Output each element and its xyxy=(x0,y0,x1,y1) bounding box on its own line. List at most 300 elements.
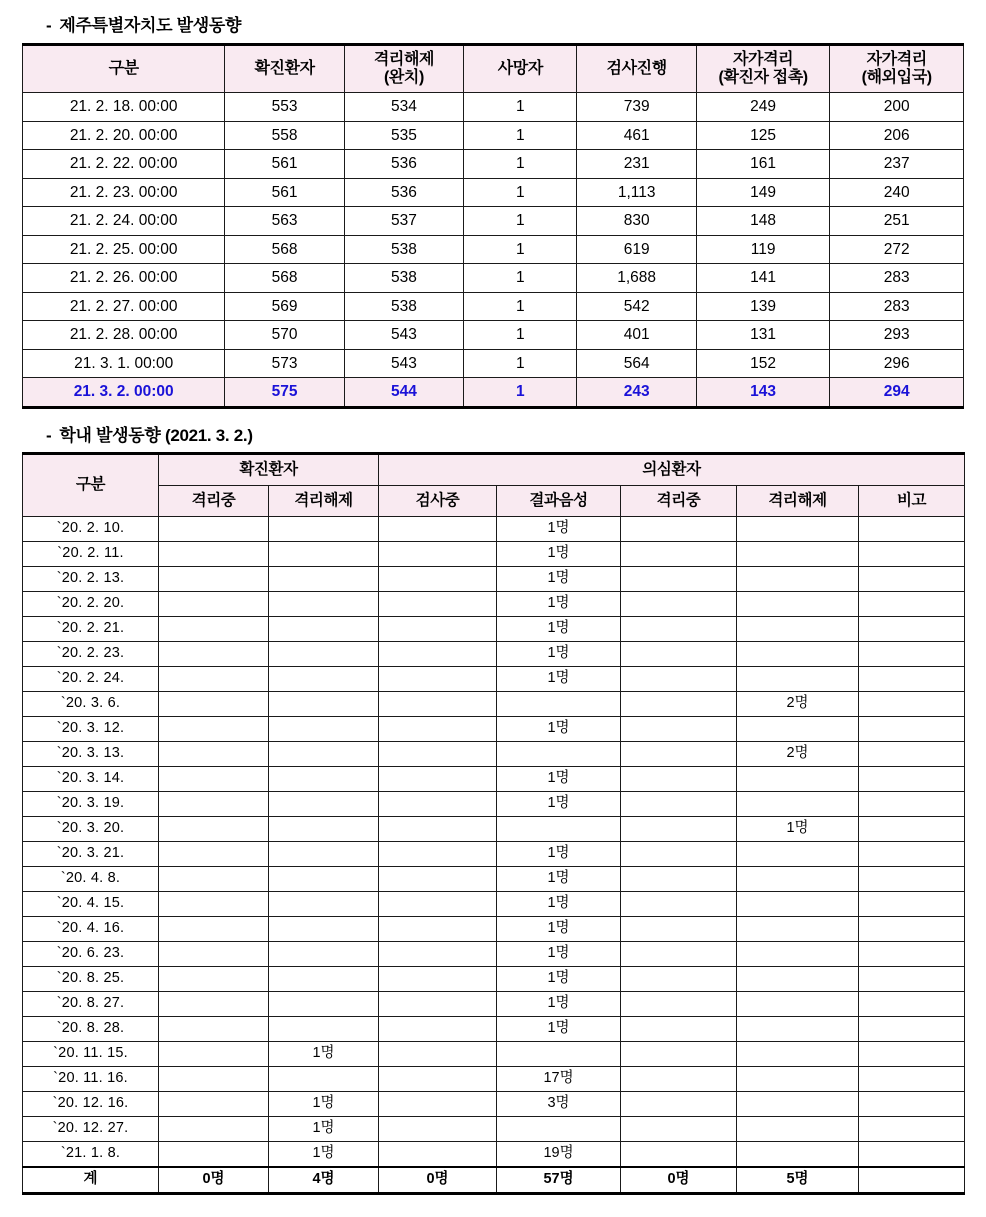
school-cell-remark xyxy=(859,1041,965,1066)
school-cell-date: `20. 4. 16. xyxy=(23,916,159,941)
jeju-cell-selfq-contact: 152 xyxy=(696,349,830,378)
school-cell-confirmed-isolating xyxy=(159,566,269,591)
school-cell-suspect-released xyxy=(737,766,859,791)
table-row xyxy=(23,1066,965,1091)
school-cell-remark xyxy=(859,791,965,816)
table-row xyxy=(23,207,964,236)
school-th-suspect-released: 격리해제 xyxy=(737,485,859,516)
school-cell-remark xyxy=(859,591,965,616)
jeju-cell-testing: 564 xyxy=(577,349,696,378)
school-th-confirmed-group: 확진환자 xyxy=(159,453,379,485)
school-cell-suspect-testing xyxy=(379,516,497,541)
school-trend-table xyxy=(22,452,965,1195)
school-cell-suspect-released xyxy=(737,916,859,941)
jeju-cell-deaths: 1 xyxy=(464,93,577,122)
table-row xyxy=(23,516,965,541)
school-cell-suspect-isolating xyxy=(621,916,737,941)
school-cell-suspect-released xyxy=(737,891,859,916)
school-section-title xyxy=(22,409,964,452)
school-total-row xyxy=(23,1167,965,1194)
jeju-cell-deaths: 1 xyxy=(464,378,577,408)
jeju-cell-testing: 619 xyxy=(577,235,696,264)
school-total-remark xyxy=(859,1167,965,1194)
school-cell-suspect-isolating xyxy=(621,1016,737,1041)
school-cell-suspect-negative: 1명 xyxy=(497,516,621,541)
jeju-cell-testing: 1,688 xyxy=(577,264,696,293)
school-cell-suspect-isolating xyxy=(621,691,737,716)
school-total-confirmed-isolating: 0명 xyxy=(159,1167,269,1194)
table-row xyxy=(23,566,965,591)
school-cell-confirmed-isolating xyxy=(159,1016,269,1041)
school-th-confirmed-isolating: 격리중 xyxy=(159,485,269,516)
jeju-cell-testing: 401 xyxy=(577,321,696,350)
table-row xyxy=(23,292,964,321)
school-cell-confirmed-released xyxy=(269,916,379,941)
school-cell-suspect-negative xyxy=(497,816,621,841)
school-cell-date: `20. 2. 21. xyxy=(23,616,159,641)
school-cell-suspect-testing xyxy=(379,666,497,691)
school-cell-date: `20. 2. 24. xyxy=(23,666,159,691)
school-cell-date: `20. 4. 15. xyxy=(23,891,159,916)
jeju-cell-deaths: 1 xyxy=(464,292,577,321)
jeju-cell-deaths: 1 xyxy=(464,264,577,293)
school-cell-suspect-negative: 1명 xyxy=(497,966,621,991)
school-cell-suspect-testing xyxy=(379,591,497,616)
jeju-cell-selfq-contact: 139 xyxy=(696,292,830,321)
school-cell-confirmed-isolating xyxy=(159,716,269,741)
jeju-th-selfq-contact-line1: 자가격리 xyxy=(733,51,794,69)
school-cell-suspect-released xyxy=(737,1116,859,1141)
table-row xyxy=(23,616,965,641)
jeju-cell-released: 535 xyxy=(344,121,463,150)
jeju-cell-confirmed: 553 xyxy=(225,93,344,122)
jeju-cell-released: 537 xyxy=(344,207,463,236)
jeju-cell-deaths: 1 xyxy=(464,150,577,179)
school-cell-suspect-released xyxy=(737,966,859,991)
jeju-th-confirmed: 확진환자 xyxy=(225,45,344,93)
school-cell-remark xyxy=(859,816,965,841)
school-cell-remark xyxy=(859,1066,965,1091)
school-cell-suspect-negative xyxy=(497,741,621,766)
jeju-cell-released: 544 xyxy=(344,378,463,408)
table-row xyxy=(23,321,964,350)
school-cell-suspect-testing xyxy=(379,791,497,816)
school-cell-remark xyxy=(859,891,965,916)
jeju-th-released-line2: (완치) xyxy=(383,69,424,86)
jeju-cell-date: 21. 2. 20. 00:00 xyxy=(23,121,225,150)
school-cell-suspect-negative xyxy=(497,1041,621,1066)
jeju-cell-deaths: 1 xyxy=(464,321,577,350)
school-title-text: 학내 발생동향 (2021. 3. 2.) xyxy=(59,425,253,445)
jeju-section-title xyxy=(22,0,964,43)
table-row xyxy=(23,1041,965,1066)
jeju-th-released xyxy=(344,45,463,93)
school-cell-suspect-negative: 1명 xyxy=(497,891,621,916)
school-cell-suspect-isolating xyxy=(621,1091,737,1116)
school-cell-suspect-isolating xyxy=(621,816,737,841)
school-cell-suspect-isolating xyxy=(621,866,737,891)
school-cell-confirmed-isolating xyxy=(159,1066,269,1091)
jeju-cell-selfq-overseas: 296 xyxy=(830,349,964,378)
school-cell-remark xyxy=(859,941,965,966)
school-cell-confirmed-released xyxy=(269,516,379,541)
table-row xyxy=(23,791,965,816)
school-cell-confirmed-released: 1명 xyxy=(269,1091,379,1116)
school-cell-suspect-negative: 1명 xyxy=(497,541,621,566)
school-cell-confirmed-isolating xyxy=(159,816,269,841)
table-row xyxy=(23,235,964,264)
jeju-cell-selfq-overseas: 240 xyxy=(830,178,964,207)
school-cell-confirmed-isolating xyxy=(159,841,269,866)
school-cell-suspect-isolating xyxy=(621,516,737,541)
school-cell-suspect-testing xyxy=(379,1066,497,1091)
school-cell-confirmed-released: 1명 xyxy=(269,1141,379,1167)
school-cell-suspect-isolating xyxy=(621,1116,737,1141)
school-total-suspect-isolating: 0명 xyxy=(621,1167,737,1194)
school-header-row-1 xyxy=(23,453,965,485)
jeju-cell-selfq-contact: 249 xyxy=(696,93,830,122)
school-cell-suspect-isolating xyxy=(621,766,737,791)
school-cell-suspect-testing xyxy=(379,716,497,741)
school-cell-confirmed-isolating xyxy=(159,641,269,666)
school-cell-confirmed-isolating xyxy=(159,866,269,891)
table-row xyxy=(23,991,965,1016)
school-cell-confirmed-released: 1명 xyxy=(269,1041,379,1066)
school-cell-suspect-testing xyxy=(379,866,497,891)
school-cell-suspect-negative: 1명 xyxy=(497,1016,621,1041)
jeju-cell-selfq-contact: 119 xyxy=(696,235,830,264)
jeju-cell-date: 21. 3. 1. 00:00 xyxy=(23,349,225,378)
school-cell-suspect-isolating xyxy=(621,941,737,966)
school-cell-suspect-isolating xyxy=(621,716,737,741)
jeju-cell-selfq-contact: 149 xyxy=(696,178,830,207)
school-cell-suspect-released xyxy=(737,1066,859,1091)
jeju-cell-confirmed: 563 xyxy=(225,207,344,236)
school-cell-confirmed-isolating xyxy=(159,541,269,566)
school-cell-confirmed-released xyxy=(269,966,379,991)
school-cell-remark xyxy=(859,841,965,866)
school-cell-remark xyxy=(859,666,965,691)
jeju-cell-date: 21. 2. 23. 00:00 xyxy=(23,178,225,207)
school-cell-remark xyxy=(859,1091,965,1116)
table-row xyxy=(23,1116,965,1141)
school-cell-suspect-isolating xyxy=(621,1066,737,1091)
school-cell-remark xyxy=(859,541,965,566)
school-cell-suspect-isolating xyxy=(621,616,737,641)
school-cell-confirmed-isolating xyxy=(159,1041,269,1066)
school-cell-confirmed-isolating xyxy=(159,766,269,791)
jeju-title-dash: - xyxy=(46,16,52,35)
school-cell-confirmed-isolating xyxy=(159,691,269,716)
school-cell-suspect-testing xyxy=(379,816,497,841)
jeju-table-head xyxy=(23,45,964,93)
table-row xyxy=(23,1091,965,1116)
school-cell-confirmed-isolating xyxy=(159,991,269,1016)
school-cell-suspect-testing xyxy=(379,841,497,866)
jeju-th-selfq-overseas-line1: 자가격리 xyxy=(866,51,927,69)
school-cell-date: `20. 6. 23. xyxy=(23,941,159,966)
jeju-cell-testing: 1,113 xyxy=(577,178,696,207)
school-cell-confirmed-released xyxy=(269,591,379,616)
jeju-th-released-line1: 격리해제 xyxy=(373,51,435,69)
school-th-confirmed-released: 격리해제 xyxy=(269,485,379,516)
school-cell-suspect-released xyxy=(737,641,859,666)
school-total-suspect-released: 5명 xyxy=(737,1167,859,1194)
school-cell-confirmed-released xyxy=(269,641,379,666)
jeju-cell-confirmed: 568 xyxy=(225,235,344,264)
school-cell-suspect-released xyxy=(737,666,859,691)
school-header-row-2 xyxy=(23,485,965,516)
school-th-remark: 비고 xyxy=(859,485,965,516)
jeju-cell-deaths: 1 xyxy=(464,235,577,264)
school-cell-date: `20. 2. 20. xyxy=(23,591,159,616)
table-row xyxy=(23,691,965,716)
school-cell-suspect-negative: 1명 xyxy=(497,566,621,591)
school-th-suspect-isolating: 격리중 xyxy=(621,485,737,516)
school-cell-suspect-testing xyxy=(379,566,497,591)
school-cell-confirmed-released xyxy=(269,741,379,766)
school-cell-suspect-negative xyxy=(497,691,621,716)
school-th-division: 구분 xyxy=(23,453,159,516)
school-cell-suspect-testing xyxy=(379,691,497,716)
jeju-cell-confirmed: 570 xyxy=(225,321,344,350)
school-cell-suspect-testing xyxy=(379,891,497,916)
school-cell-remark xyxy=(859,691,965,716)
school-cell-confirmed-isolating xyxy=(159,1091,269,1116)
school-cell-suspect-negative: 1명 xyxy=(497,841,621,866)
school-cell-date: `20. 8. 25. xyxy=(23,966,159,991)
school-cell-suspect-testing xyxy=(379,616,497,641)
school-cell-date: `20. 3. 19. xyxy=(23,791,159,816)
jeju-cell-released: 536 xyxy=(344,178,463,207)
school-cell-suspect-released xyxy=(737,516,859,541)
school-cell-suspect-testing xyxy=(379,991,497,1016)
jeju-cell-selfq-overseas: 283 xyxy=(830,292,964,321)
school-cell-confirmed-released xyxy=(269,841,379,866)
school-cell-suspect-isolating xyxy=(621,791,737,816)
table-row xyxy=(23,891,965,916)
school-cell-date: `20. 3. 21. xyxy=(23,841,159,866)
jeju-cell-selfq-contact: 131 xyxy=(696,321,830,350)
school-cell-remark xyxy=(859,1141,965,1167)
school-cell-suspect-negative: 1명 xyxy=(497,941,621,966)
jeju-cell-deaths: 1 xyxy=(464,178,577,207)
school-cell-suspect-released xyxy=(737,866,859,891)
school-cell-suspect-negative: 1명 xyxy=(497,716,621,741)
school-cell-suspect-testing xyxy=(379,1041,497,1066)
school-cell-suspect-isolating xyxy=(621,741,737,766)
table-row xyxy=(23,866,965,891)
jeju-cell-date: 21. 2. 26. 00:00 xyxy=(23,264,225,293)
school-cell-confirmed-isolating xyxy=(159,966,269,991)
jeju-cell-confirmed: 561 xyxy=(225,150,344,179)
jeju-title-text: 제주특별자치도 발생동향 xyxy=(59,16,242,35)
school-cell-suspect-isolating xyxy=(621,891,737,916)
school-cell-suspect-testing xyxy=(379,1091,497,1116)
jeju-cell-testing: 461 xyxy=(577,121,696,150)
school-cell-date: `20. 2. 13. xyxy=(23,566,159,591)
jeju-cell-testing: 542 xyxy=(577,292,696,321)
jeju-cell-date: 21. 2. 22. 00:00 xyxy=(23,150,225,179)
school-cell-confirmed-released xyxy=(269,941,379,966)
school-cell-confirmed-released xyxy=(269,566,379,591)
school-cell-suspect-released xyxy=(737,541,859,566)
jeju-cell-released: 538 xyxy=(344,292,463,321)
jeju-th-selfq-overseas-line2: (해외입국) xyxy=(861,69,932,86)
school-cell-remark xyxy=(859,966,965,991)
school-cell-suspect-released xyxy=(737,841,859,866)
school-cell-suspect-released xyxy=(737,616,859,641)
school-cell-confirmed-isolating xyxy=(159,791,269,816)
school-cell-confirmed-isolating xyxy=(159,666,269,691)
school-cell-confirmed-released xyxy=(269,541,379,566)
school-cell-confirmed-released xyxy=(269,616,379,641)
jeju-cell-testing: 231 xyxy=(577,150,696,179)
table-row xyxy=(23,264,964,293)
school-cell-suspect-isolating xyxy=(621,641,737,666)
jeju-cell-selfq-contact: 161 xyxy=(696,150,830,179)
school-cell-date: `20. 2. 23. xyxy=(23,641,159,666)
jeju-cell-selfq-overseas: 200 xyxy=(830,93,964,122)
school-cell-date: `20. 11. 16. xyxy=(23,1066,159,1091)
jeju-cell-confirmed: 561 xyxy=(225,178,344,207)
jeju-cell-testing: 243 xyxy=(577,378,696,408)
table-row xyxy=(23,841,965,866)
table-row xyxy=(23,941,965,966)
school-cell-suspect-negative: 1명 xyxy=(497,866,621,891)
school-cell-suspect-negative: 1명 xyxy=(497,591,621,616)
school-cell-suspect-testing xyxy=(379,916,497,941)
school-cell-date: `20. 3. 6. xyxy=(23,691,159,716)
school-cell-remark xyxy=(859,516,965,541)
jeju-cell-date: 21. 2. 27. 00:00 xyxy=(23,292,225,321)
school-cell-date: `20. 2. 11. xyxy=(23,541,159,566)
school-cell-suspect-testing xyxy=(379,741,497,766)
school-cell-suspect-testing xyxy=(379,966,497,991)
school-cell-suspect-isolating xyxy=(621,991,737,1016)
jeju-cell-confirmed: 558 xyxy=(225,121,344,150)
jeju-cell-released: 543 xyxy=(344,349,463,378)
school-cell-remark xyxy=(859,641,965,666)
school-cell-suspect-negative: 1명 xyxy=(497,766,621,791)
table-row xyxy=(23,93,964,122)
school-cell-suspect-released: 1명 xyxy=(737,816,859,841)
school-cell-suspect-isolating xyxy=(621,591,737,616)
table-row xyxy=(23,816,965,841)
school-cell-remark xyxy=(859,616,965,641)
table-row xyxy=(23,349,964,378)
school-cell-confirmed-released xyxy=(269,666,379,691)
school-cell-suspect-released: 2명 xyxy=(737,691,859,716)
school-cell-confirmed-released xyxy=(269,691,379,716)
school-cell-suspect-testing xyxy=(379,1141,497,1167)
jeju-cell-confirmed: 575 xyxy=(225,378,344,408)
table-row xyxy=(23,378,964,408)
school-total-confirmed-released: 4명 xyxy=(269,1167,379,1194)
jeju-cell-deaths: 1 xyxy=(464,121,577,150)
jeju-cell-released: 538 xyxy=(344,235,463,264)
school-cell-confirmed-released xyxy=(269,866,379,891)
school-cell-confirmed-isolating xyxy=(159,616,269,641)
school-th-suspect-testing: 검사중 xyxy=(379,485,497,516)
school-cell-remark xyxy=(859,1116,965,1141)
school-cell-suspect-negative: 3명 xyxy=(497,1091,621,1116)
school-cell-date: `20. 3. 14. xyxy=(23,766,159,791)
school-cell-confirmed-released xyxy=(269,791,379,816)
jeju-table-body xyxy=(23,93,964,408)
jeju-header-row xyxy=(23,45,964,93)
jeju-cell-selfq-overseas: 272 xyxy=(830,235,964,264)
table-row xyxy=(23,741,965,766)
table-row xyxy=(23,966,965,991)
school-cell-suspect-released xyxy=(737,791,859,816)
school-cell-suspect-released: 2명 xyxy=(737,741,859,766)
school-cell-suspect-released xyxy=(737,1041,859,1066)
school-cell-date: `20. 3. 13. xyxy=(23,741,159,766)
jeju-cell-date: 21. 2. 24. 00:00 xyxy=(23,207,225,236)
school-cell-confirmed-released: 1명 xyxy=(269,1116,379,1141)
jeju-cell-confirmed: 573 xyxy=(225,349,344,378)
jeju-cell-selfq-overseas: 283 xyxy=(830,264,964,293)
school-cell-confirmed-isolating xyxy=(159,1116,269,1141)
school-cell-remark xyxy=(859,916,965,941)
school-cell-remark xyxy=(859,866,965,891)
school-cell-confirmed-released xyxy=(269,816,379,841)
jeju-cell-released: 534 xyxy=(344,93,463,122)
jeju-th-selfq-contact xyxy=(696,45,830,93)
jeju-cell-testing: 739 xyxy=(577,93,696,122)
school-cell-suspect-negative: 1명 xyxy=(497,616,621,641)
school-cell-confirmed-isolating xyxy=(159,941,269,966)
school-cell-confirmed-released xyxy=(269,891,379,916)
school-cell-suspect-released xyxy=(737,941,859,966)
school-th-suspect-negative: 결과음성 xyxy=(497,485,621,516)
school-title-dash: - xyxy=(46,425,52,445)
school-cell-confirmed-isolating xyxy=(159,516,269,541)
school-cell-date: `20. 12. 27. xyxy=(23,1116,159,1141)
jeju-cell-date: 21. 2. 28. 00:00 xyxy=(23,321,225,350)
jeju-cell-deaths: 1 xyxy=(464,349,577,378)
school-cell-suspect-negative: 19명 xyxy=(497,1141,621,1167)
school-cell-date: `20. 4. 8. xyxy=(23,866,159,891)
jeju-cell-selfq-contact: 143 xyxy=(696,378,830,408)
school-cell-confirmed-isolating xyxy=(159,741,269,766)
school-cell-date: `20. 2. 10. xyxy=(23,516,159,541)
jeju-cell-confirmed: 568 xyxy=(225,264,344,293)
school-cell-confirmed-isolating xyxy=(159,591,269,616)
school-total-suspect-negative: 57명 xyxy=(497,1167,621,1194)
table-row xyxy=(23,591,965,616)
table-row xyxy=(23,541,965,566)
school-cell-suspect-isolating xyxy=(621,841,737,866)
school-cell-suspect-negative: 1명 xyxy=(497,916,621,941)
school-cell-remark xyxy=(859,1016,965,1041)
school-cell-suspect-testing xyxy=(379,941,497,966)
school-cell-suspect-released xyxy=(737,1016,859,1041)
school-cell-suspect-testing xyxy=(379,766,497,791)
jeju-cell-testing: 830 xyxy=(577,207,696,236)
school-cell-remark xyxy=(859,741,965,766)
table-row xyxy=(23,1016,965,1041)
school-cell-suspect-testing xyxy=(379,541,497,566)
jeju-cell-deaths: 1 xyxy=(464,207,577,236)
school-cell-suspect-negative: 1명 xyxy=(497,991,621,1016)
school-cell-suspect-isolating xyxy=(621,966,737,991)
school-cell-remark xyxy=(859,566,965,591)
jeju-th-selfq-overseas xyxy=(830,45,964,93)
table-row xyxy=(23,766,965,791)
school-cell-suspect-released xyxy=(737,566,859,591)
